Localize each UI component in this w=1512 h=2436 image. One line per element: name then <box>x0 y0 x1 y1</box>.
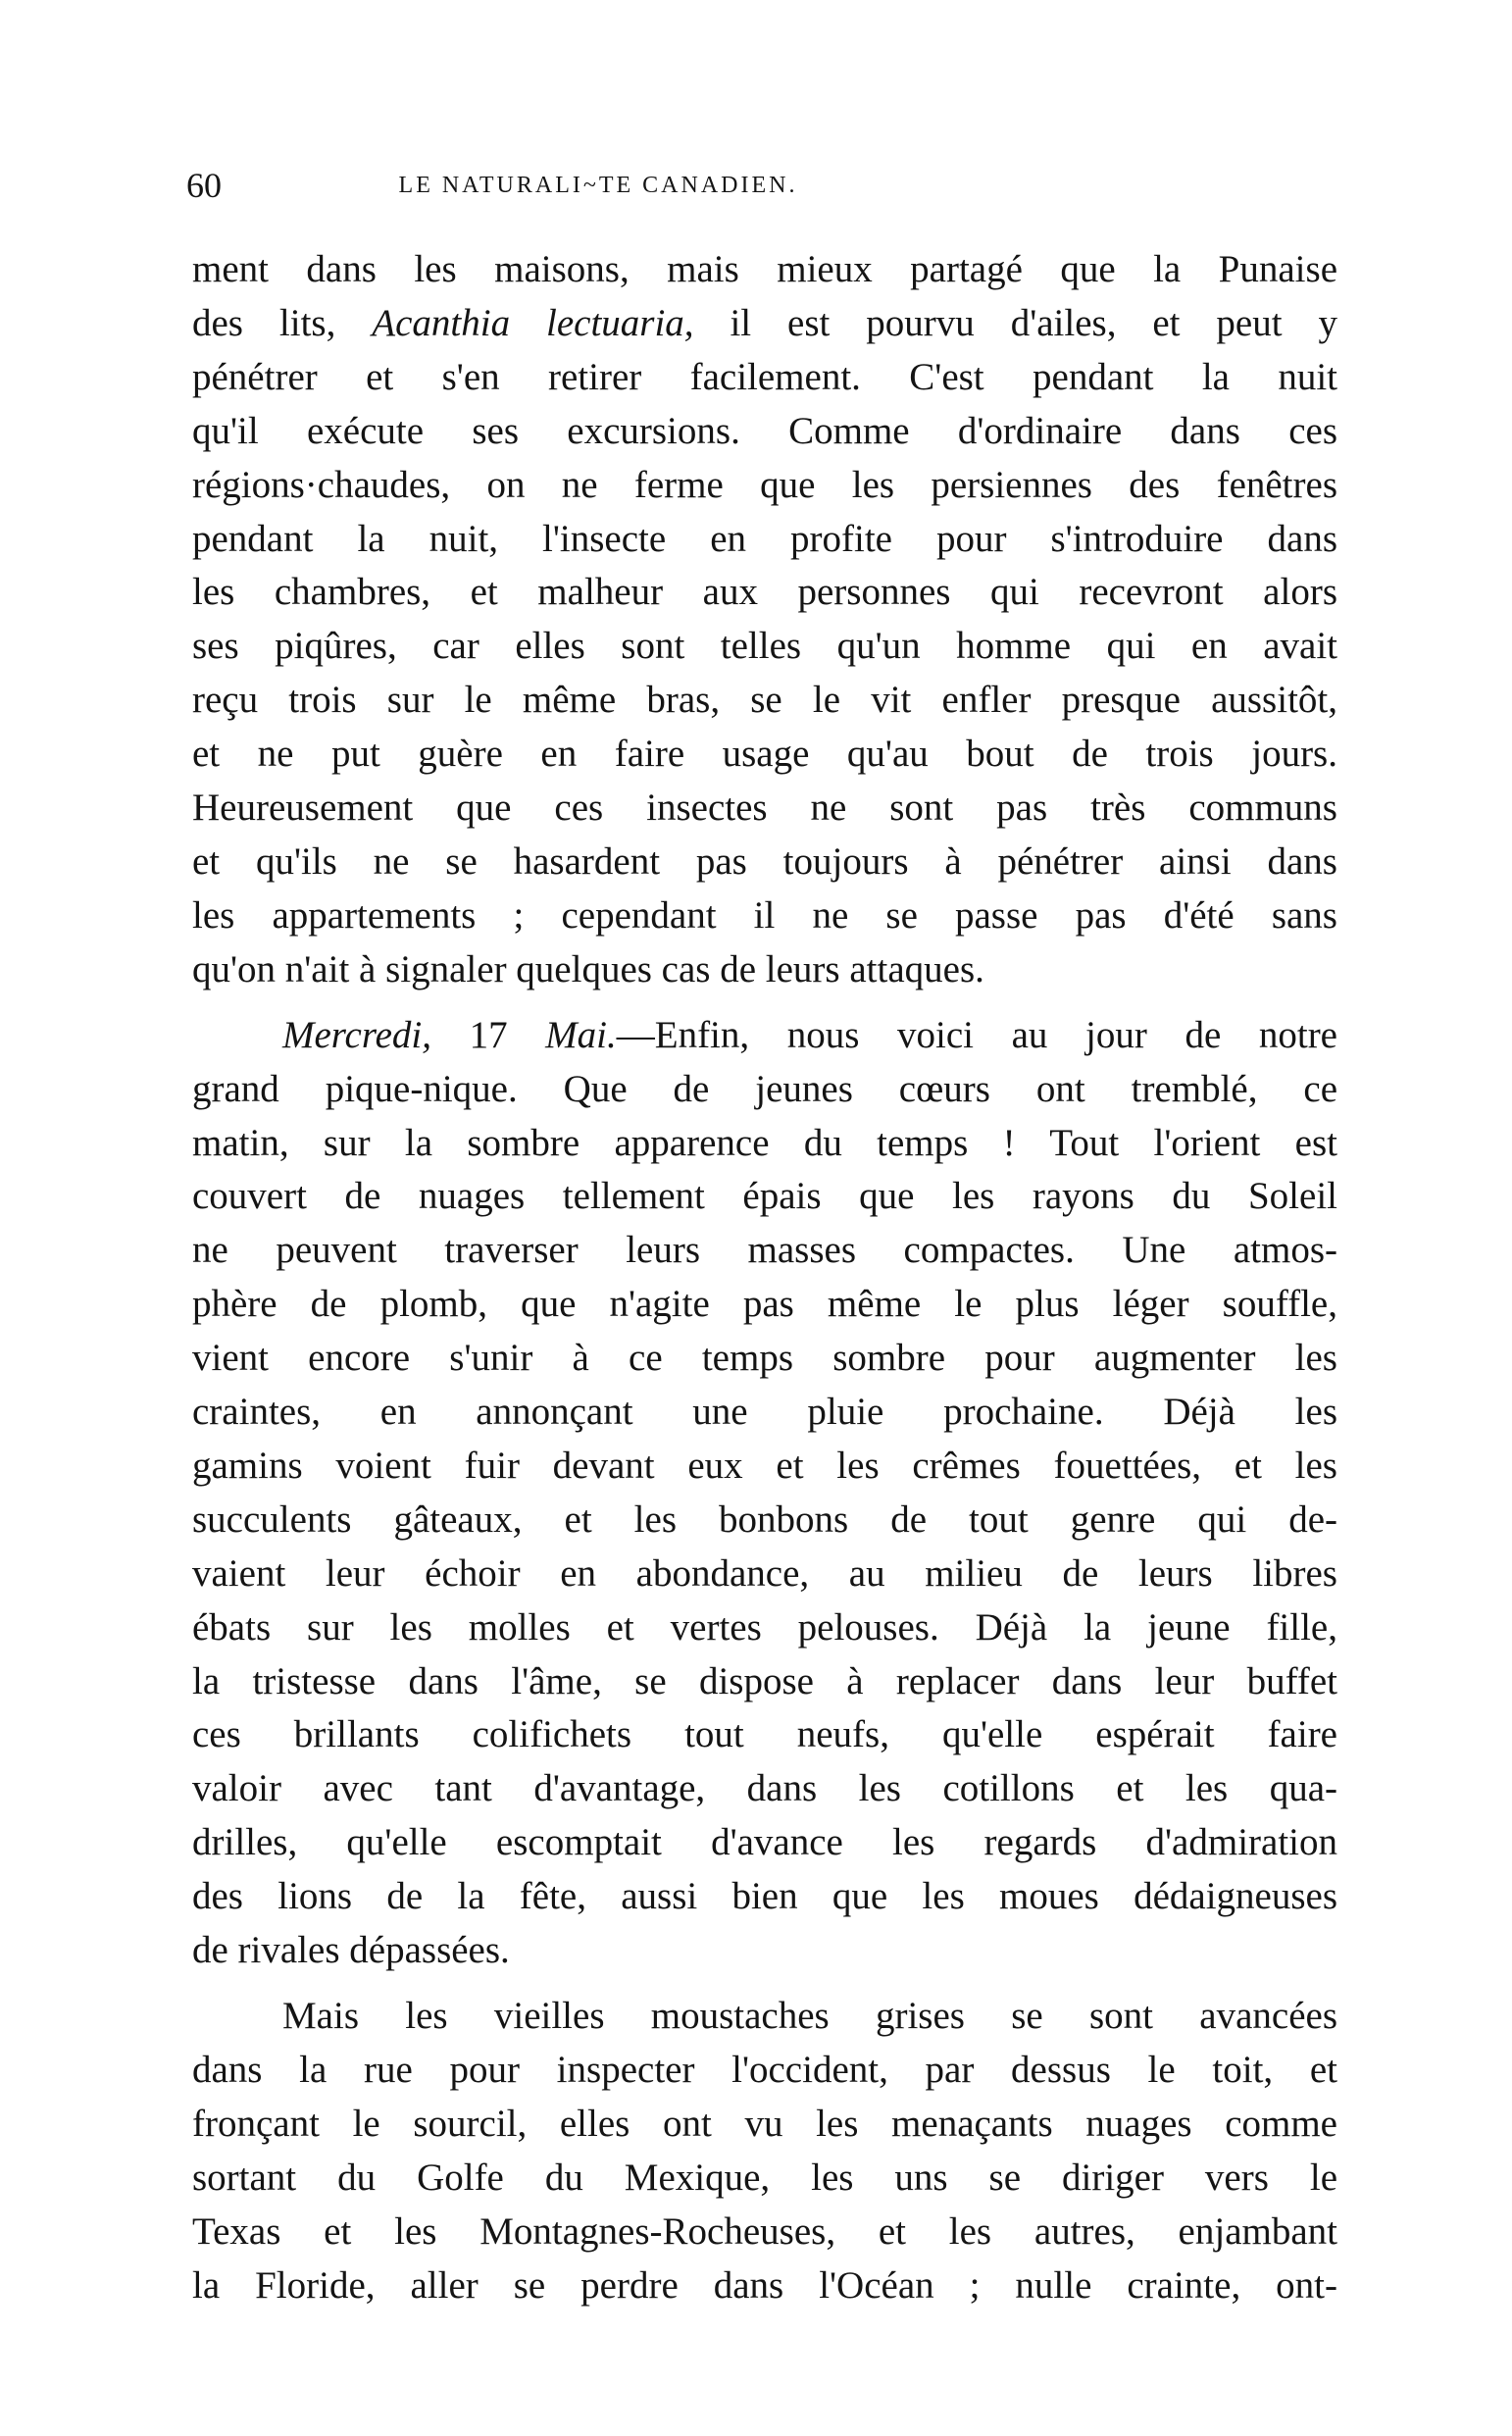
text-line: vient encore s'unir à ce temps sombre pour augmenter les <box>192 1337 1337 1380</box>
text-line: ébats sur les molles et vertes pelouses. Déjà la jeune fille, <box>192 1605 1337 1649</box>
text-line <box>192 1009 1337 1063</box>
text-segment: il est pourvu d'ailes, et peut y <box>693 301 1337 344</box>
text-line <box>192 297 1337 351</box>
text-line: ne peuvent traverser leurs masses compactes. Une atmos- <box>192 1229 1337 1272</box>
text-line: grand pique-nique. Que de jeunes cœurs ont tremblé, ce <box>192 1067 1337 1110</box>
running-head: LE NATURALI~TE CANADIEN. <box>398 173 798 198</box>
text-line: ment dans les maisons, mais mieux partagé que la Punaise <box>192 248 1337 290</box>
text-line: régions·chaudes, on ne ferme que les persiennes des fenêtres <box>192 463 1337 506</box>
text-line: valoir avec tant d'avantage, dans les cotillons et les qua- <box>192 1767 1337 1810</box>
text-line: les chambres, et malheur aux personnes qui recevront alors <box>192 571 1337 614</box>
body-text <box>192 243 1337 2312</box>
species-name: Acanthia lectuaria, <box>372 301 694 344</box>
text-segment: des lits, <box>192 301 373 344</box>
text-line: des lions de la fête, aussi bien que les moues dédaigneuses <box>192 1875 1337 1918</box>
paragraph-3 <box>192 1990 1337 2312</box>
text-line: vaient leur échoir en abondance, au milieu de leurs libres <box>192 1551 1337 1595</box>
text-line: de rivales dépassées. <box>192 1929 510 1972</box>
text-line: ses piqûres, car elles sont telles qu'un homme qui en avait <box>192 625 1337 668</box>
text-line: les appartements ; cependant il ne se passe pas d'été sans <box>192 893 1337 937</box>
text-line: succulents gâteaux, et les bonbons de tout genre qui de- <box>192 1497 1337 1541</box>
text-line: ces brillants colifichets tout neufs, qu'elle espérait faire <box>192 1713 1337 1756</box>
text-line: dans la rue pour inspecter l'occident, par dessus le toit, et <box>192 2048 1337 2091</box>
date-day: Mercredi, <box>282 1013 431 1056</box>
paragraph-2 <box>192 1009 1337 1978</box>
text-line: Mais les vieilles moustaches grises se sont avancées <box>282 1995 1337 2037</box>
text-line: qu'on n'ait à signaler quelques cas de leurs attaques. <box>192 947 984 990</box>
text-line: reçu trois sur le même bras, se le vit enfler presque aussitôt, <box>192 679 1337 722</box>
text-line: et ne put guère en faire usage qu'au bout de trois jours. <box>192 733 1337 776</box>
text-line: craintes, en annonçant une pluie prochaine. Déjà les <box>192 1391 1337 1434</box>
text-line: pénétrer et s'en retirer facilement. C'est pendant la nuit <box>192 355 1337 398</box>
page-number: 60 <box>186 166 222 205</box>
text-line: Heureusement que ces insectes ne sont pas très communs <box>192 787 1337 830</box>
date-month: Mai. <box>545 1013 617 1056</box>
text-line: fronçant le sourcil, elles ont vu les menaçants nuages comme <box>192 2102 1337 2145</box>
text-line: la tristesse dans l'âme, se dispose à replacer dans leur buffet <box>192 1659 1337 1702</box>
text-line: drilles, qu'elle escomptait d'avance les regards d'admiration <box>192 1821 1337 1864</box>
text-line: et qu'ils ne se hasardent pas toujours à pénétrer ainsi dans <box>192 839 1337 883</box>
text-segment: —Enfin, nous voici au jour de notre <box>616 1013 1337 1056</box>
text-line: qu'il exécute ses excursions. Comme d'ordinaire dans ces <box>192 409 1337 452</box>
date-number: 17 <box>430 1013 546 1056</box>
text-line: Texas et les Montagnes-Rocheuses, et les autres, enjambant <box>192 2209 1337 2253</box>
text-line: gamins voient fuir devant eux et les crêmes fouettées, et les <box>192 1444 1337 1487</box>
text-line: phère de plomb, que n'agite pas même le plus léger souffle, <box>192 1283 1337 1326</box>
text-line: pendant la nuit, l'insecte en profite pour s'introduire dans <box>192 517 1337 560</box>
page-header <box>186 165 1010 214</box>
text-line: la Floride, aller se perdre dans l'Océan ; nulle crainte, ont- <box>192 2263 1337 2307</box>
text-line: couvert de nuages tellement épais que les rayons du Soleil <box>192 1175 1337 1218</box>
text-line: matin, sur la sombre apparence du temps ! Tout l'orient est <box>192 1121 1337 1164</box>
text-line: sortant du Golfe du Mexique, les uns se diriger vers le <box>192 2156 1337 2199</box>
paragraph-1 <box>192 243 1337 997</box>
